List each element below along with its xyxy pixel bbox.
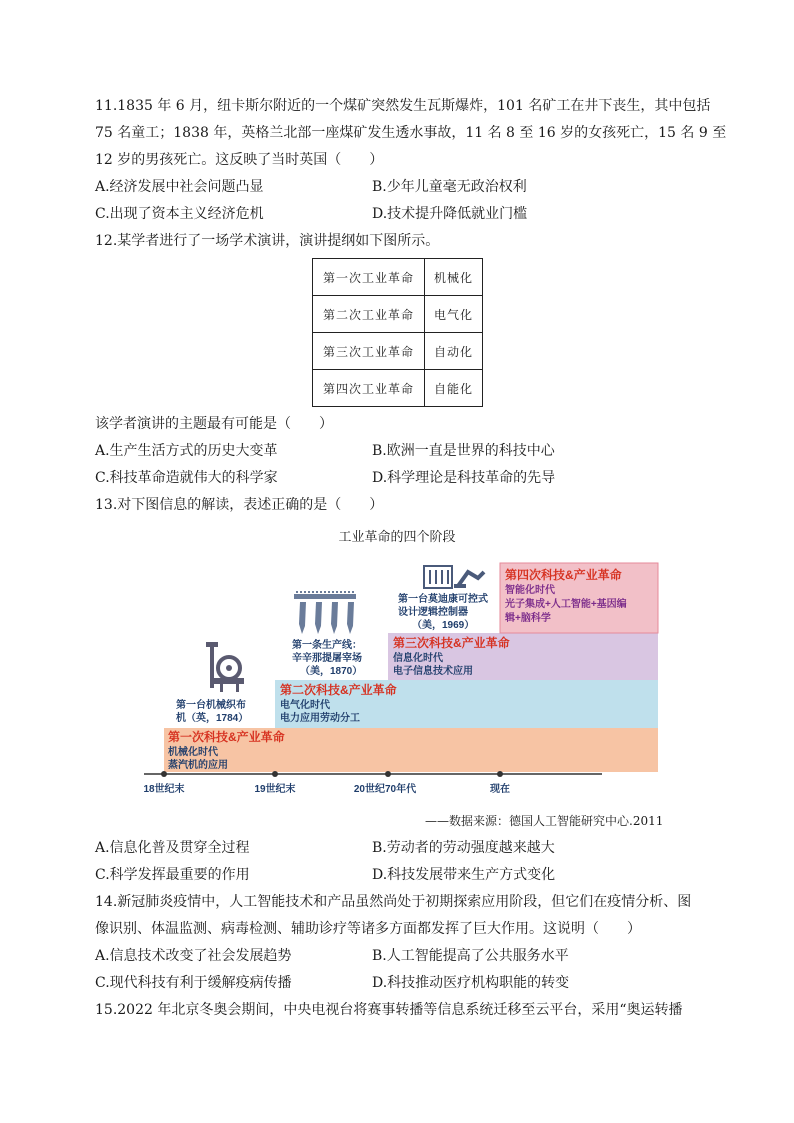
q15-stem-line1: 15.2022 年北京冬奥会期间，中央电视台将赛事转播等信息系统迁移至云平台，采用“奥运转播 (95, 1002, 683, 1018)
q14-stem-line1: 14.新冠肺炎疫情中，人工智能技术和产品虽然尚处于初期探索应用阶段，但它们在疫情分析、图 (95, 894, 692, 910)
data-source-note: ——数据来源：德国人工智能研究中心.2011 (425, 814, 664, 828)
table-row (313, 259, 483, 296)
milestone-1-line1: 第一台机械织布 (176, 700, 246, 711)
table-cell: 自动化 (425, 333, 483, 370)
table-cell: 第四次工业革命 (313, 370, 425, 407)
stage-desc-3a: 信息化时代 (393, 653, 443, 664)
q12-option-a[interactable]: A.生产生活方式的历史大变革 (95, 443, 278, 459)
q11-option-a[interactable]: A.经济发展中社会问题凸显 (95, 179, 264, 195)
loom-icon (206, 642, 244, 692)
milestone-2-line3: （美，1870） (300, 666, 363, 677)
q13-option-a[interactable]: A.信息化普及贯穿全过程 (95, 840, 250, 856)
q13-option-c[interactable]: C.科学发挥最重要的作用 (95, 867, 250, 883)
q13-option-d[interactable]: D.科技发展带来生产方式变化 (372, 867, 556, 883)
figure-title: 工业革命的四个阶段 (338, 530, 456, 545)
q14-option-a[interactable]: A.信息技术改变了社会发展趋势 (95, 948, 292, 964)
stage-title-3: 第三次科技&产业革命 (393, 636, 510, 650)
stage-desc-3b: 电子信息技术应用 (393, 666, 473, 677)
controller-robot-icon (424, 566, 484, 588)
milestone-2-line1: 第一条生产线： (292, 640, 362, 651)
stage-desc-4c: 辑+脑科学 (505, 613, 551, 624)
q11-stem-line3: 12 岁的男孩死亡。这反映了当时英国（ ） (95, 152, 384, 168)
table-cell: 第二次工业革命 (313, 296, 425, 333)
stage-desc-2b: 电力应用劳动分工 (280, 713, 360, 724)
stage-desc-4b: 光子集成+人工智能+基因编 (505, 599, 627, 610)
stage-title-2: 第二次科技&产业革命 (280, 683, 397, 697)
tick-dot-3 (385, 771, 391, 777)
q12-option-c[interactable]: C.科技革命造就伟大的科学家 (95, 470, 278, 486)
stage-title-1: 第一次科技&产业革命 (168, 730, 285, 744)
table-row (313, 296, 483, 333)
table-cell: 自能化 (425, 370, 483, 407)
milestone-2-line2: 辛辛那提屠宰场 (292, 653, 362, 664)
table-cell: 电气化 (425, 296, 483, 333)
q14-option-b[interactable]: B.人工智能提高了公共服务水平 (372, 948, 569, 964)
tick-dot-4 (497, 771, 503, 777)
industrial-revolution-stairs-diagram (140, 556, 660, 800)
q11-stem-line2: 75 名童工；1838 年，英格兰北部一座煤矿发生透水事故，11 名 8 至 16 岁的女孩死亡，15 名 9 至 (95, 125, 727, 141)
stage-desc-2a: 电气化时代 (280, 700, 330, 711)
milestone-3-line3: （美，1969） (412, 620, 475, 631)
stage-desc-4a: 智能化时代 (505, 585, 555, 596)
q11-option-d[interactable]: D.技术提升降低就业门槛 (372, 206, 528, 222)
q13-stem: 13.对下图信息的解读，表述正确的是（ ） (95, 497, 384, 513)
x-tick-label: 19世纪末 (254, 784, 296, 795)
table-row (313, 370, 483, 407)
q11-option-c[interactable]: C.出现了资本主义经济危机 (95, 206, 264, 222)
stage-title-4: 第四次科技&产业革命 (505, 568, 622, 582)
table-row (313, 333, 483, 370)
tick-dot-2 (272, 771, 278, 777)
x-tick-label: 现在 (490, 784, 510, 795)
q12-option-b[interactable]: B.欧洲一直是世界的科技中心 (372, 443, 555, 459)
table-cell: 机械化 (425, 259, 483, 296)
stage-desc-1a: 机械化时代 (168, 747, 218, 758)
q11-stem-line1: 11.1835 年 6 月，纽卡斯尔附近的一个煤矿突然发生瓦斯爆炸，101 名矿工在井下丧生，其中包括 (95, 98, 711, 114)
revolution-outline-table (312, 258, 483, 407)
table-cell: 第三次工业革命 (313, 333, 425, 370)
q14-stem-line2: 像识别、体温监测、病毒检测、辅助诊疗等诸多方面都发挥了巨大作用。这说明（ ） (95, 921, 641, 937)
q12-question: 该学者演讲的主题最有可能是（ ） (95, 416, 333, 432)
production-line-icon (294, 592, 356, 634)
q12-stem: 12.某学者进行了一场学术演讲，演讲提纲如下图所示。 (95, 233, 440, 249)
milestone-3-line1: 第一台莫迪康可控式 (398, 594, 488, 605)
q14-option-c[interactable]: C.现代科技有利于缓解疫病传播 (95, 975, 292, 991)
q14-option-d[interactable]: D.科技推动医疗机构职能的转变 (372, 975, 570, 991)
q13-option-b[interactable]: B.劳动者的劳动强度越来越大 (372, 840, 555, 856)
q12-option-d[interactable]: D.科学理论是科技革命的先导 (372, 470, 556, 486)
table-cell: 第一次工业革命 (313, 259, 425, 296)
stage-desc-1b: 蒸汽机的应用 (168, 760, 228, 771)
milestone-1-line2: 机（英，1784） (176, 713, 249, 724)
x-tick-label: 18世纪末 (143, 784, 185, 795)
milestone-3-line2: 设计逻辑控制器 (398, 607, 468, 618)
tick-dot-1 (161, 771, 167, 777)
q11-option-b[interactable]: B.少年儿童毫无政治权利 (372, 179, 527, 195)
x-tick-label: 20世纪70年代 (353, 784, 417, 795)
